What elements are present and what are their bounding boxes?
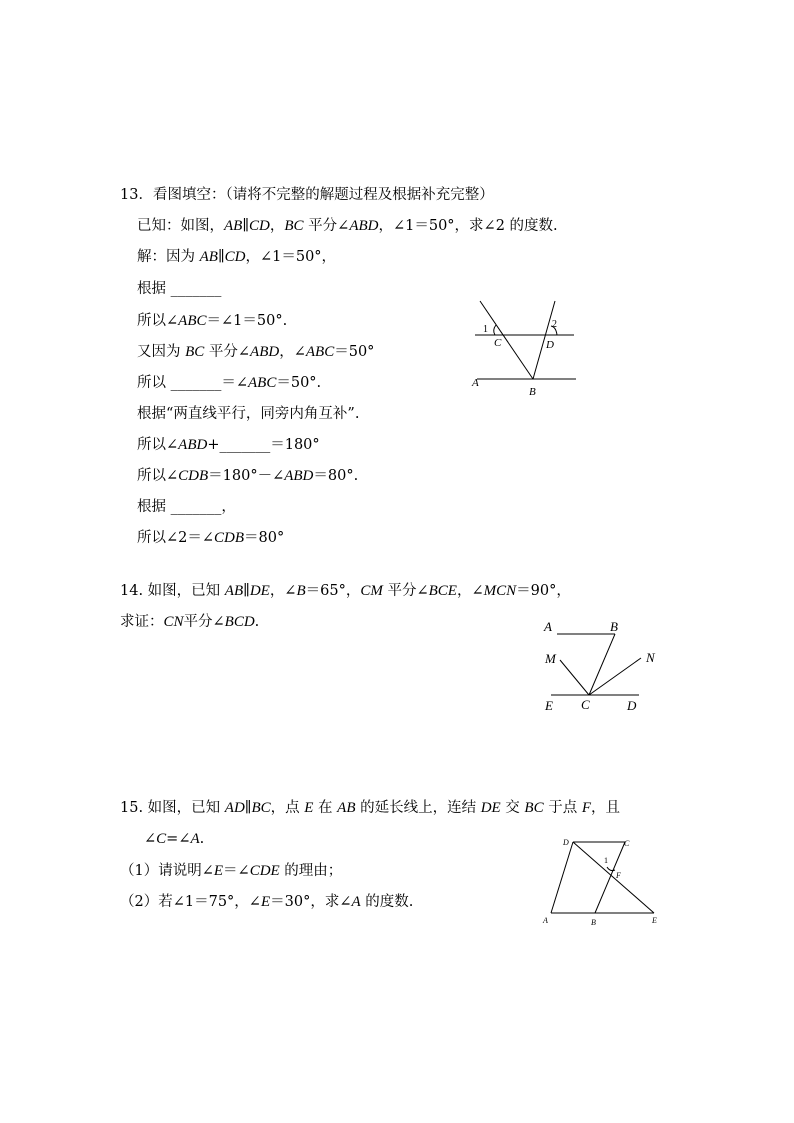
p15-line: [120, 798, 620, 818]
text-segment: 平分∠: [382, 583, 429, 599]
text-segment: （1）请说明∠: [120, 863, 214, 879]
math-variable: AD: [224, 800, 245, 816]
math-variable: ABC: [305, 344, 335, 360]
p15-line: [120, 861, 342, 881]
p14-label-n: N: [646, 650, 655, 665]
text-segment: ，∠: [456, 583, 484, 599]
math-variable: ABD: [178, 437, 208, 453]
math-variable: B: [296, 583, 306, 599]
math-variable: CD: [249, 218, 270, 234]
math-variable: E: [260, 894, 271, 910]
text-segment: ∥: [244, 800, 252, 816]
p15-line: [120, 892, 413, 912]
text-segment: 求证：: [120, 614, 164, 630]
text-segment: ＝50°.: [276, 375, 322, 391]
text-segment: 平分∠: [183, 614, 225, 630]
math-variable: CDB: [178, 468, 209, 484]
text-segment: .: [199, 831, 205, 847]
p14-label-c: C: [581, 697, 590, 712]
p15-label-c: C: [624, 839, 630, 848]
p13-line: [137, 435, 320, 455]
text-segment: ，∠1＝50°，: [245, 249, 337, 265]
p15-label-e: E: [652, 916, 657, 925]
math-variable: DE: [480, 800, 501, 816]
text-segment: 在: [313, 800, 338, 816]
ray-cm: [560, 660, 589, 695]
p15-label-1: 1: [604, 856, 608, 865]
text-segment: ∥: [243, 583, 250, 599]
math-variable: BC: [284, 218, 304, 234]
line-da: [551, 842, 573, 913]
text-segment: ，∠1＝50°，求∠2 的度数.: [378, 218, 558, 234]
p13-line: [137, 373, 321, 393]
math-variable: E: [213, 863, 224, 879]
math-variable: CDB: [214, 530, 245, 546]
p15-line: [144, 829, 204, 849]
p13-line: [137, 342, 374, 362]
math-variable: BCE: [428, 583, 457, 599]
math-variable: MCN: [483, 583, 517, 599]
text-segment: ＝30°，求∠: [270, 894, 352, 910]
p13-label-d: D: [546, 339, 554, 351]
text-segment: 所以∠: [137, 313, 179, 329]
text-segment: 13．看图填空：（请将不完整的解题过程及根据补充完整）: [120, 187, 494, 203]
text-segment: 平分∠: [204, 344, 251, 360]
text-segment: 所以 _______＝∠: [137, 375, 249, 391]
text-segment: ∠: [144, 831, 157, 847]
text-segment: =∠: [166, 831, 191, 847]
text-segment: 14. 如图，已知: [120, 583, 225, 599]
p13-label-1: 1: [483, 324, 488, 335]
text-segment: ＝∠1＝50°.: [206, 313, 288, 329]
math-variable: CM: [360, 583, 383, 599]
math-variable: AB: [199, 249, 218, 265]
p14-figure: [538, 615, 662, 715]
text-segment: 的度数.: [360, 894, 414, 910]
p13-line: [137, 528, 284, 548]
transversal-1: [480, 301, 533, 379]
text-segment: 平分∠: [303, 218, 350, 234]
p13-figure: [462, 292, 586, 402]
text-segment: ＝90°，: [516, 583, 571, 599]
math-variable: ABD: [250, 344, 280, 360]
math-variable: AB: [224, 583, 244, 599]
math-variable: BCD: [224, 614, 255, 630]
math-variable: C: [156, 831, 167, 847]
p13-line: [137, 311, 287, 331]
text-segment: 所以∠: [137, 468, 179, 484]
p13-line: [137, 404, 359, 424]
angle-1-arc: [494, 325, 496, 335]
p15-label-a: A: [543, 916, 548, 925]
p13-label-c: C: [494, 337, 502, 349]
math-variable: A: [351, 894, 361, 910]
text-segment: 的延长线上，连结: [355, 800, 481, 816]
text-segment: 交: [500, 800, 525, 816]
math-variable: DE: [249, 583, 270, 599]
text-segment: 已知：如图，: [137, 218, 224, 234]
p14-label-a: A: [544, 619, 552, 634]
text-segment: 根据“两直线平行，同旁内角互补”.: [137, 406, 360, 422]
p14-label-d: D: [627, 698, 637, 713]
line-de: [573, 842, 654, 913]
p13-line: [137, 247, 336, 267]
p15-figure: [538, 832, 666, 930]
p14-line: [120, 581, 571, 601]
text-segment: 又因为: [137, 344, 186, 360]
text-segment: ，∠: [279, 344, 306, 360]
text-segment: ＝180°－∠: [208, 468, 285, 484]
math-variable: CDE: [249, 863, 280, 879]
text-segment: ，∠: [269, 583, 297, 599]
math-variable: ABC: [178, 313, 207, 329]
text-segment: .: [254, 614, 260, 630]
p13-line: [120, 185, 494, 205]
math-variable: ABD: [284, 468, 314, 484]
math-variable: CN: [163, 614, 184, 630]
p14-label-b: B: [610, 619, 618, 634]
text-segment: ＝50°: [334, 344, 375, 360]
text-segment: ＝80°: [244, 530, 285, 546]
math-variable: E: [304, 800, 314, 816]
text-segment: （2）若∠1＝75°，∠: [120, 894, 261, 910]
math-variable: BC: [524, 800, 544, 816]
text-segment: ，且: [590, 800, 620, 816]
text-segment: 于点: [543, 800, 582, 816]
text-segment: ，点: [270, 800, 305, 816]
text-segment: ＝65°，: [305, 583, 361, 599]
math-variable: ABD: [349, 218, 379, 234]
p13-line: [137, 279, 221, 299]
p13-label-a: A: [472, 377, 479, 389]
p14-label-m: M: [545, 651, 556, 666]
text-segment: +_______＝180°: [207, 437, 320, 453]
text-segment: 所以∠: [137, 437, 179, 453]
text-segment: 根据 _______: [137, 281, 222, 297]
math-variable: BC: [251, 800, 271, 816]
math-variable: A: [190, 831, 200, 847]
text-segment: ，: [269, 218, 285, 234]
math-variable: ABC: [248, 375, 277, 391]
p15-label-b: B: [591, 918, 596, 927]
text-segment: 的理由；: [279, 863, 343, 879]
text-segment: ∥: [217, 249, 225, 265]
p14-line: [120, 612, 259, 632]
p13-label-b: B: [529, 386, 536, 398]
text-segment: 15. 如图，已知: [120, 800, 225, 816]
p13-line: [137, 216, 558, 236]
text-segment: ∥: [242, 218, 250, 234]
math-variable: AB: [337, 800, 356, 816]
p13-label-2: 2: [552, 319, 557, 330]
p14-label-e: E: [545, 698, 553, 713]
text-segment: ＝80°.: [313, 468, 359, 484]
text-segment: 所以∠2＝∠: [137, 530, 215, 546]
p13-line: [137, 497, 236, 517]
math-variable: AB: [224, 218, 243, 234]
p13-line: [137, 466, 358, 486]
math-variable: BC: [185, 344, 205, 360]
math-variable: F: [581, 800, 591, 816]
math-variable: CD: [224, 249, 246, 265]
text-segment: ＝∠: [223, 863, 250, 879]
text-segment: 解：因为: [137, 249, 200, 265]
p15-label-f: F: [616, 871, 621, 880]
text-segment: 根据 _______，: [137, 499, 236, 515]
p15-label-d: D: [563, 838, 569, 847]
